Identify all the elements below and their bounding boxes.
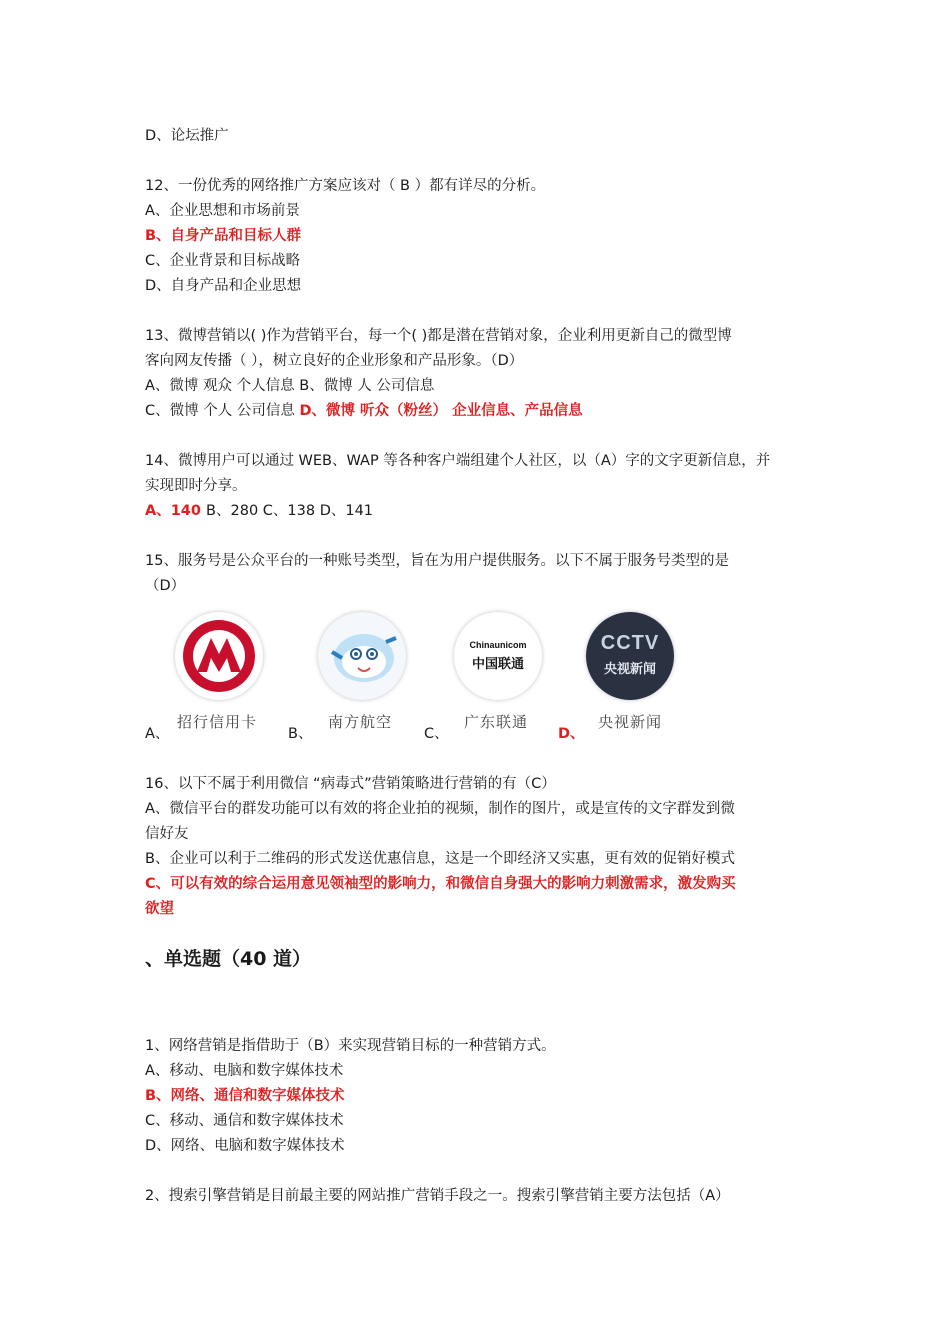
- chinaunicom-icon: [454, 612, 542, 700]
- section-heading: 、单选题（40 道）: [145, 948, 312, 970]
- q14-other-options: B、280 C、138 D、141: [206, 503, 374, 519]
- cctv-cn-text: 央视新闻: [603, 662, 656, 677]
- q15-option-c: [424, 608, 534, 742]
- s1-option-a: A、移动、电脑和数字媒体技术: [145, 1063, 344, 1079]
- q15-option-a: [145, 608, 257, 742]
- s1-option-c: C、移动、通信和数字媒体技术: [145, 1113, 344, 1129]
- s1-option-d: D、网络、电脑和数字媒体技术: [145, 1138, 345, 1154]
- q15-logo-options: [145, 608, 745, 742]
- s1-question: 1、网络营销是指借助于（B）来实现营销目标的一种营销方式。: [145, 1038, 556, 1054]
- s1-option-b-answer: B、网络、通信和数字媒体技术: [145, 1088, 345, 1104]
- option-letter-answer: D、: [558, 726, 585, 742]
- logo-caption: 招行信用卡: [176, 713, 257, 731]
- cmb-icon: [175, 612, 263, 700]
- q13-question-line1: 13、微博营销以( )作为营销平台，每一个( )都是潜在营销对象，企业利用更新自己的微型博: [145, 328, 732, 344]
- q14-options: [145, 501, 373, 521]
- q13-options-ab: A、微博 观众 个人信息 B、微博 人 公司信息: [145, 378, 435, 394]
- chinaunicom-text: Chinaunicom: [469, 640, 527, 650]
- q15-question-line2: （D）: [145, 578, 186, 594]
- chinaunicom-cn-text: 中国联通: [471, 657, 524, 672]
- option-letter: A、: [145, 726, 170, 742]
- q14-option-a-answer: A、140: [145, 503, 207, 519]
- cctv-text: CCTV: [600, 632, 660, 654]
- q16-option-c-answer-line1: C、可以有效的综合运用意见领袖型的影响力，和微信自身强大的影响力刺激需求，激发购买: [145, 876, 736, 892]
- q15-option-d: [558, 608, 668, 742]
- q14-question-line2: 实现即时分享。: [145, 478, 247, 494]
- q13-option-d-answer: D、微博 听众（粉丝） 企业信息、产品信息: [299, 403, 583, 419]
- q13-question-line2: 客向网友传播（ ），树立良好的企业形象和产品形象。（D）: [145, 353, 524, 369]
- q13-options-cd: [145, 401, 583, 421]
- q12-question: 12、一份优秀的网络推广方案应该对（ B ）都有详尽的分析。: [145, 178, 546, 194]
- logo-caption: 广东联通: [463, 713, 528, 731]
- q12-option-b-answer: B、自身产品和目标人群: [145, 228, 302, 244]
- cctv-icon: [586, 612, 674, 700]
- option-letter: B、: [288, 726, 313, 742]
- q14-question-line1: 14、微博用户可以通过 WEB、WAP 等各种客户端组建个人社区，以（A）字的文字更新信息，并: [145, 453, 771, 469]
- q16-question: 16、以下不属于利用微信 “病毒式”营销策略进行营销的有（C）: [145, 776, 556, 792]
- q12-option-a: A、企业思想和市场前景: [145, 203, 300, 219]
- q16-option-b: B、企业可以利于二维码的形式发送优惠信息，这是一个即经济又实惠，更有效的促销好模式: [145, 851, 735, 867]
- mascot-icon: [318, 612, 406, 700]
- q16-option-a-line2: 信好友: [145, 826, 189, 842]
- q16-option-c-answer-line2: 欲望: [145, 901, 174, 917]
- logo-caption: 南方航空: [327, 713, 392, 731]
- q15-question-line1: 15、服务号是公众平台的一种账号类型，旨在为用户提供服务。以下不属于服务号类型的是: [145, 553, 729, 569]
- q11-option-d: D、论坛推广: [145, 128, 229, 144]
- q12-option-d: D、自身产品和企业思想: [145, 278, 302, 294]
- q15-option-b: [288, 608, 398, 742]
- logo-caption: 央视新闻: [597, 713, 662, 731]
- q12-option-c: C、企业背景和目标战略: [145, 253, 301, 269]
- q13-option-c: C、微博 个人 公司信息: [145, 403, 300, 419]
- option-letter: C、: [424, 726, 449, 742]
- s2-question: 2、搜索引擎营销是目前最主要的网站推广营销手段之一。搜索引擎营销主要方法包括（A）: [145, 1188, 730, 1204]
- q16-option-a-line1: A、微信平台的群发功能可以有效的将企业拍的视频，制作的图片，或是宣传的文字群发到微: [145, 801, 735, 817]
